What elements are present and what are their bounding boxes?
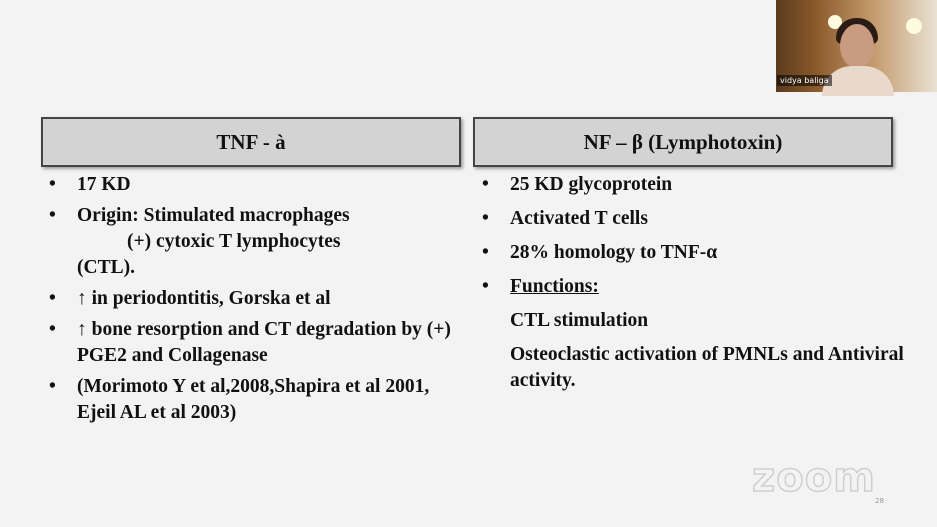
- list-item: [478, 172, 908, 198]
- zoom-watermark: zoom: [752, 455, 876, 501]
- lymphotoxin-list: [478, 172, 908, 394]
- list-item: [45, 317, 465, 369]
- item-text: 17 KD: [77, 174, 131, 195]
- list-item: [478, 206, 908, 232]
- item-text: Origin: Stimulated macrophages: [77, 205, 350, 226]
- lymphotoxin-header: NF – β (Lymphotoxin): [473, 117, 893, 167]
- bullet: •: [482, 174, 489, 195]
- tnf-alpha-list: [45, 172, 465, 431]
- participant-face: [840, 24, 874, 68]
- list-item-continuation: (+) cytoxic T lymphocytes: [127, 231, 341, 252]
- bullet: •: [482, 208, 489, 229]
- list-item: [478, 240, 908, 266]
- function-line: Osteoclastic activation of PMNLs and Antiviral activity.: [510, 344, 904, 391]
- list-item: [45, 203, 465, 229]
- item-text: (Morimoto Y et al,2008,Shapira et al 2001, Ejeil AL et al 2003): [77, 376, 430, 423]
- bullet: •: [49, 174, 56, 195]
- bullet: •: [482, 276, 489, 297]
- bullet: •: [482, 242, 489, 263]
- item-text: 25 KD glycoprotein: [510, 174, 673, 195]
- list-item: [45, 374, 465, 426]
- slide-page-number: 28: [875, 497, 884, 505]
- item-text: Activated T cells: [510, 208, 648, 229]
- functions-heading: Functions:: [510, 276, 599, 297]
- function-line: CTL stimulation: [510, 310, 649, 331]
- tnf-alpha-header: TNF - à: [41, 117, 461, 167]
- item-text: ↑ bone resorption and CT degradation by (+) PGE2 and Collagenase: [77, 319, 451, 366]
- item-text: 28% homology to TNF-α: [510, 242, 718, 263]
- list-item: [478, 274, 908, 300]
- ceiling-light: [906, 18, 922, 34]
- list-item-continuation: (CTL).: [77, 257, 135, 278]
- participant-name-label: vidya baliga: [777, 75, 832, 86]
- list-item: [45, 172, 465, 198]
- item-text: ↑ in periodontitis, Gorska et al: [77, 288, 331, 309]
- bullet: •: [49, 376, 56, 397]
- bullet: •: [49, 319, 56, 340]
- bullet: •: [49, 205, 56, 226]
- list-item: [45, 286, 465, 312]
- bullet: •: [49, 288, 56, 309]
